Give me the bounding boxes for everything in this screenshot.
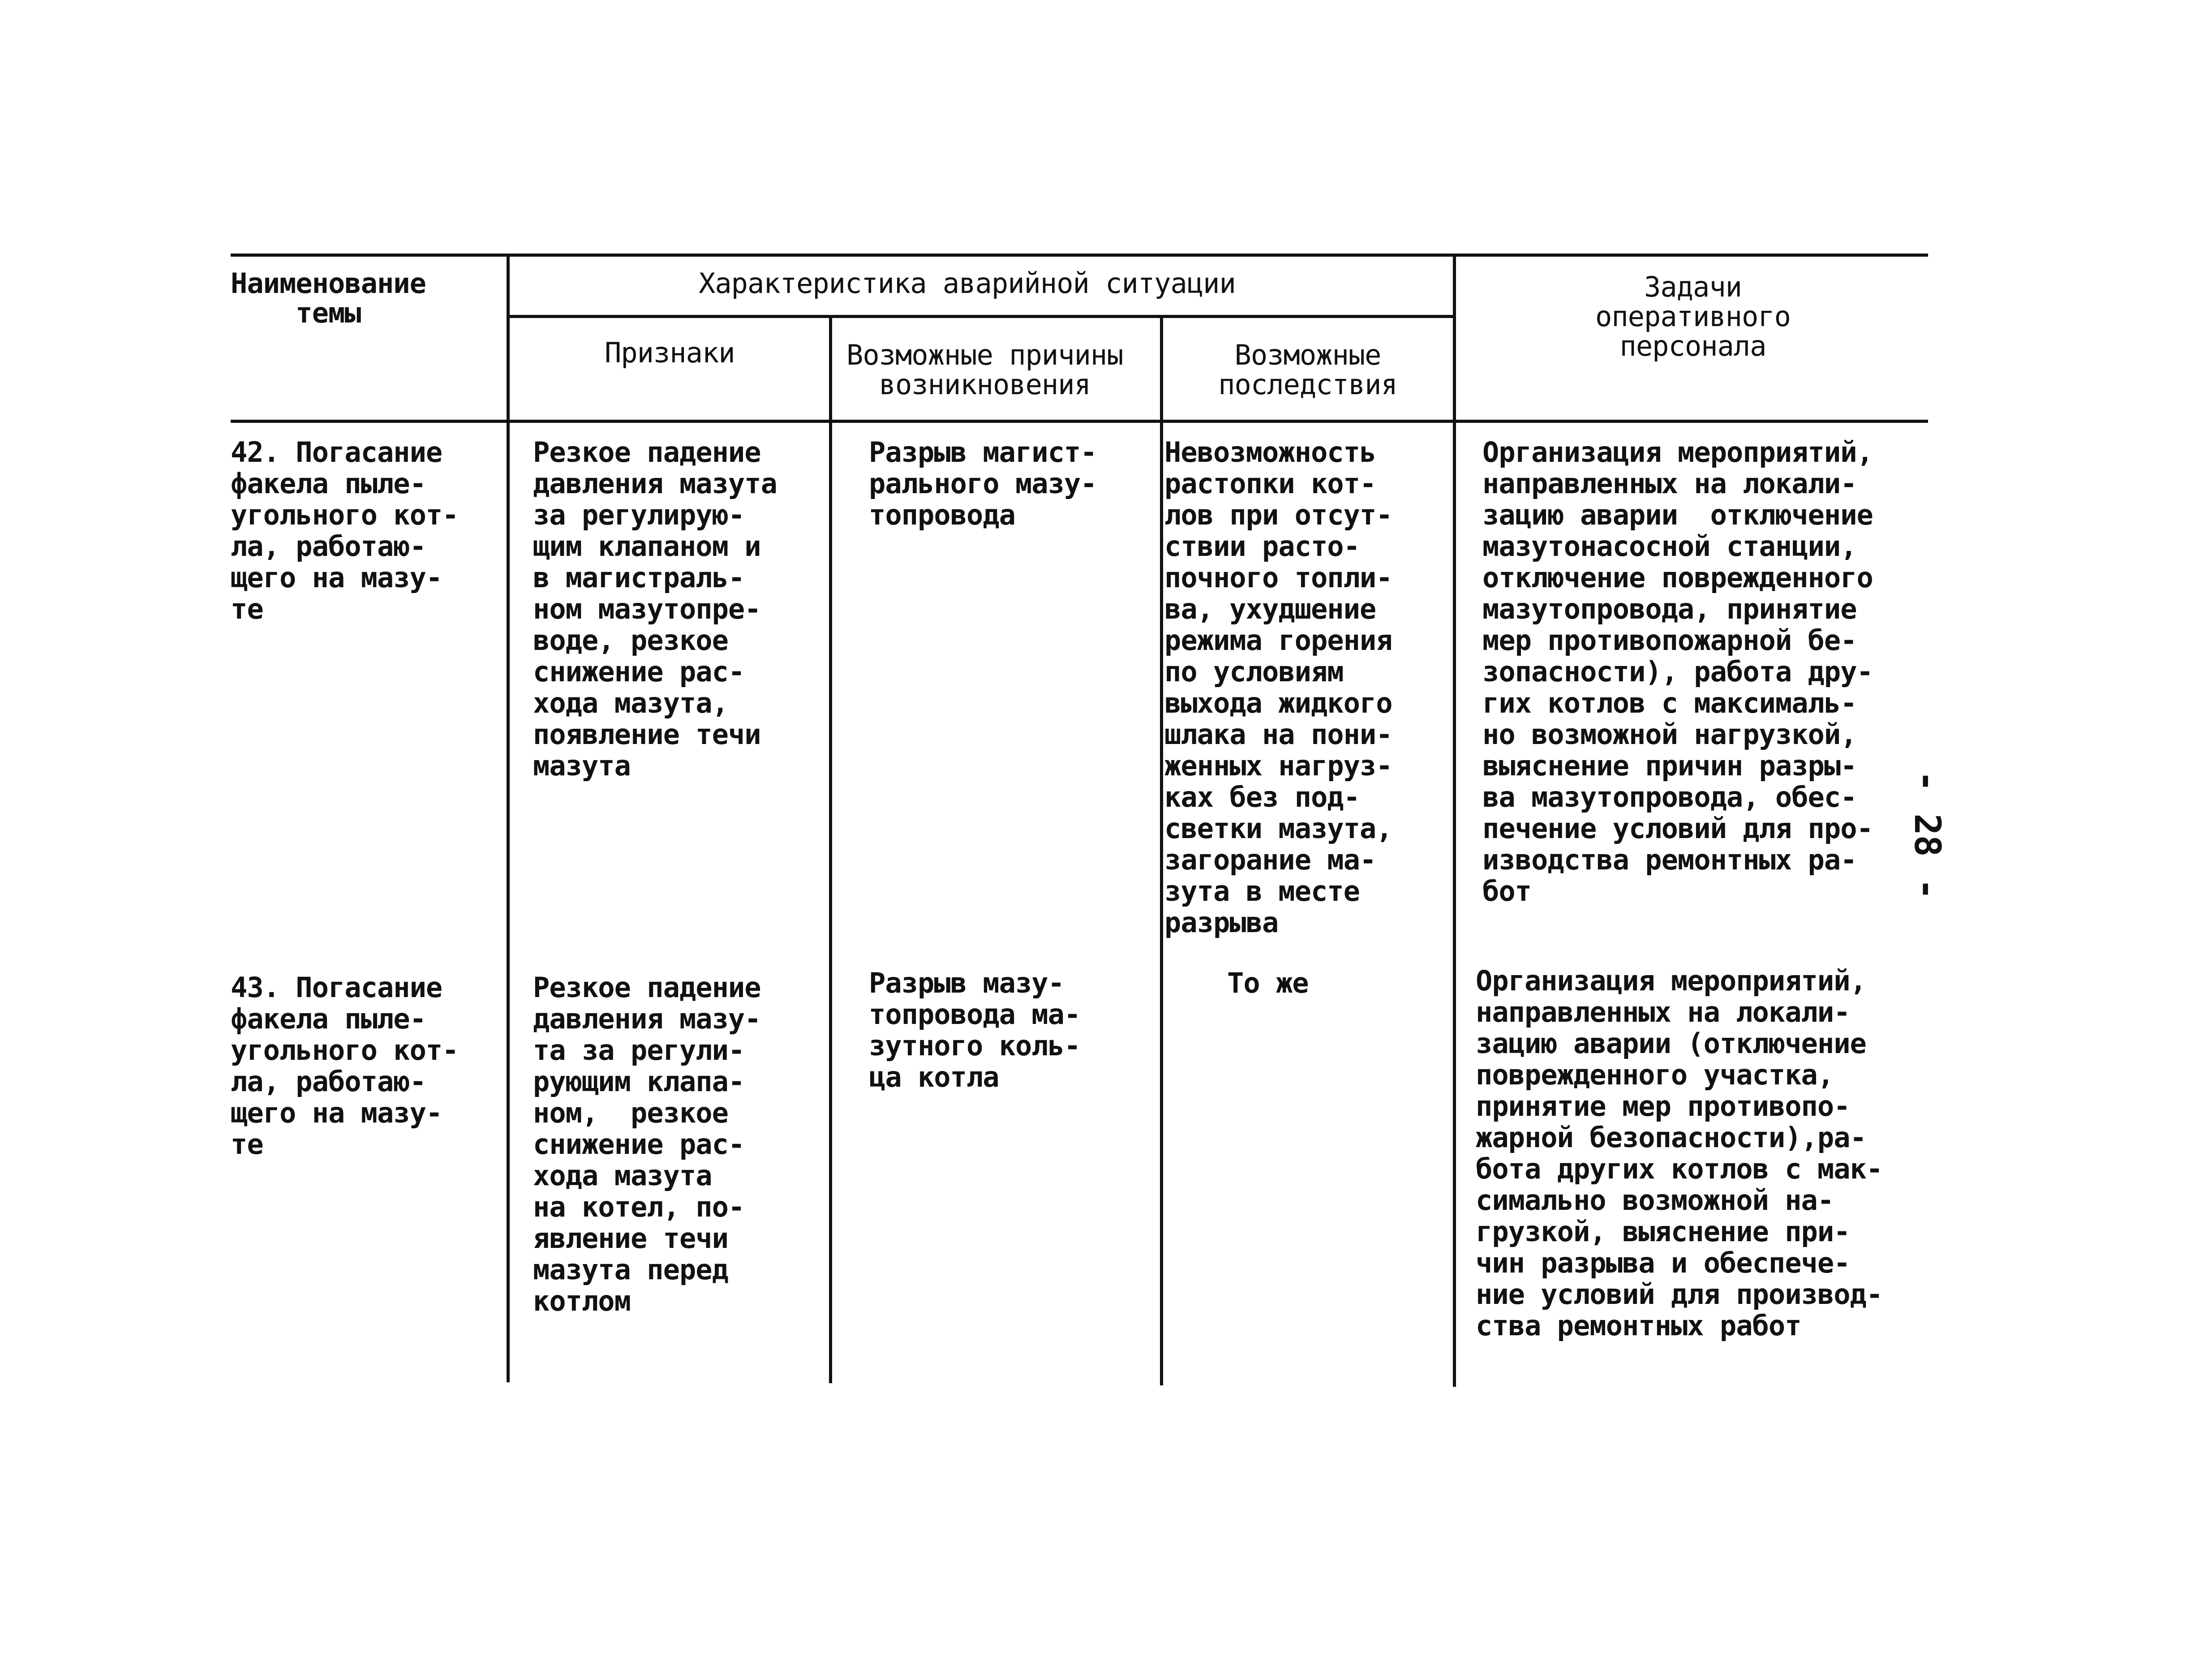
group-header-rule [507, 315, 1456, 318]
row-42-consequences: Невозможность растопки кот- лов при отсут- ствии расто- почного топли- ва, ухудшение режима горения по условиям выхода жидкого шлака на пони- женных нагруз- ках без под- светки мазута, загорание ма- зута в месте разрыва [1164, 436, 1392, 939]
row-42-signs: Резкое падение давления мазута за регулирую- щим клапаном и в магистраль- ном мазутопре- воде, резкое снижение рас- хода мазута, появление течи мазута [533, 436, 777, 782]
header-bottom-rule [231, 420, 1928, 423]
row-43-tasks: Организация мероприятий, направленных на локали- зацию аварии (отключение поврежденного участка, принятие мер противопо- жарной безопасности),ра- бота других котлов с мак- симально возможной на- грузкой, выяснение при- чин разрыва и обеспече- ние условий для производ- ства ремонтных работ [1476, 964, 1883, 1342]
page-number: - 28 - [1907, 770, 1948, 900]
column-divider-2 [829, 315, 832, 1383]
header-signs: Признаки [605, 336, 735, 369]
column-divider-4 [1453, 254, 1456, 1387]
column-divider-3 [1160, 315, 1163, 1385]
table-top-rule [231, 254, 1928, 257]
row-43-causes: Разрыв мазу- топровода ма- зутного коль- ца котла [869, 967, 1081, 1093]
row-42-causes: Разрыв магист- рального мазу- топровода [869, 436, 1097, 531]
column-divider-1 [507, 254, 510, 1382]
row-43-signs: Резкое падение давления мазу- та за регули- рующим клапа- ном, резкое снижение рас- хода мазута на котел, по- явление течи мазута перед котлом [533, 971, 761, 1317]
row-42-tasks: Организация мероприятий, направленных на локали- зацию аварии отключение мазутонасосной станции, отключение поврежденного мазутопровода, принятие мер противопожарной бе- зопасности), работа дру- гих котлов с максималь- но возможной нагрузкой, выяснение причин разры- ва мазутопровода, обес- печение условий для про- изводства ремонтных ра- бот [1482, 436, 1873, 907]
header-consequences: Возможные последствия [1218, 339, 1397, 401]
row-42-theme: 42. Погасание факела пыле- угольного кот- ла, работаю- щего на мазу- те [231, 436, 459, 625]
header-group-title: Характеристика аварийной ситуации [699, 267, 1236, 300]
header-causes: Возможные причины возникновения [846, 339, 1123, 401]
header-tasks: Задачи оперативного персонала [1595, 271, 1791, 362]
row-43-theme: 43. Погасание факела пыле- угольного кот- ла, работаю- щего на мазу- те [231, 971, 459, 1161]
header-theme: Наименование темы [231, 267, 426, 329]
row-43-consequences: То же [1227, 967, 1309, 999]
